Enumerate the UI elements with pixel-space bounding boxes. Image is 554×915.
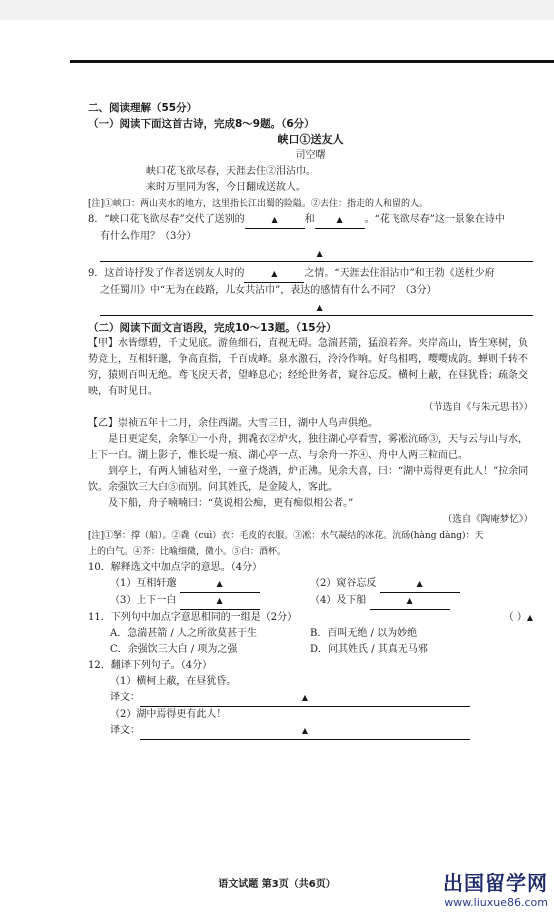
q12-translation-1: 译文： ▲ — [88, 690, 533, 707]
option-d[interactable]: D．问其姓氏 / 其真无马邪 — [310, 644, 428, 655]
passage-yi-4: 及下船，舟子喃喃曰：“莫说相公痴，更有痴似相公者。” — [108, 498, 354, 509]
answer-line[interactable]: ▲ — [100, 301, 533, 316]
part2-heading: （二）阅读下面文言语段，完成10～13题。（15分） — [88, 322, 337, 334]
exam-page — [88, 100, 533, 740]
answer-blank[interactable]: ▲ — [380, 576, 460, 593]
passage-note-2: 上的白气。④芥：比喻细微，微小。⑤白：酒杯。 — [88, 547, 287, 557]
passage-yi-1: 【乙】崇祯五年十二月，余住西湖。大雪三日，湖中人鸟声俱绝。 — [88, 418, 378, 429]
passage-jia: 【甲】水皆缥碧，千丈见底。游鱼细石，直视无碍。急湍甚箭，猛浪若奔。夹岸高山，皆生寒树，负势竞上，互相轩邈，争高直指，千百成峰。泉水激石，泠泠作响。好鸟相鸣，嘤嘤成韵。蝉则千转不穷，猿则百叫无绝。鸢飞戾天者，望峰息心；经纶世务者，窥谷忘反。横柯上蔽，在昼犹昏；疏条交映，有时见日。 — [88, 338, 528, 397]
option-c[interactable]: C．余强饮三大白 / 项为之强 — [110, 644, 238, 655]
watermark-logo: 出国留学网 www.liuxue86.com — [443, 871, 548, 909]
question-8-cont: 有什么作用？（3分） — [100, 231, 197, 242]
option-a[interactable]: A．急湍甚箭 / 人之所欲莫甚于生 — [110, 628, 257, 639]
poem-note: [注]①峡口：两山夹水的地方，这里指长江出蜀的险隘。②去住：指走的人和留的人。 — [88, 199, 429, 209]
question-9: 9．这首诗抒发了作者送别友人时的 ▲ 之情。“天涯去住泪沾巾”和王勃《送杜少府 — [88, 266, 533, 283]
answer-blank[interactable]: ▲ — [140, 690, 470, 707]
section-heading: 二、阅读理解（55分） — [88, 102, 198, 114]
passage-jia-source: （节选自《与朱元思书》） — [423, 402, 533, 413]
passage-yi-source: （选自《陶庵梦忆》） — [442, 514, 533, 525]
q12-sentence-2: （2）湖中焉得更有此人！ — [110, 709, 227, 720]
question-12: 12．翻译下列句子。（4分） — [88, 660, 213, 671]
question-9-cont: 之任蜀川》中“无为在歧路，儿女共沾巾”，表达的感情有什么不同？（3分） — [100, 285, 437, 296]
page-footer: 语文试题 第3页（共6页） — [218, 879, 336, 890]
answer-blank[interactable]: ▲ — [245, 212, 305, 229]
poem-author: 司空曙 — [295, 150, 326, 161]
question-10: 10．解释选文中加点字的意思。（4分） — [88, 562, 263, 573]
answer-blank[interactable]: ▲ — [370, 593, 450, 610]
q11-options-1 — [88, 626, 533, 642]
poem-line-1: 峡口花飞欲尽春，天涯去住②泪沾巾。 — [146, 166, 316, 177]
q12-sentence-1: （1）横柯上蔽，在昼犹昏。 — [110, 676, 237, 687]
q12-translation-2: 译文： ▲ — [88, 723, 533, 740]
passage-yi-3: 到亭上，有两人铺毡对坐，一童子烧酒，炉正沸。见余大喜，曰：“湖中焉得更有此人！”拉余同饮。余强饮三大白⑤而别。问其姓氏，是金陵人，客此。 — [88, 466, 529, 493]
passage-note-1: [注]①拏：撑（船）。②毳（cuì）衣：毛皮的衣服。③凇：水气凝结的冰花。沆砀(hàng dàng)：天 — [88, 531, 484, 541]
answer-line[interactable]: ▲ — [100, 247, 533, 262]
question-8: 8．“峡口花飞欲尽春”交代了送别的 ▲ 和 ▲ 。“花飞欲尽春”这一景象在诗中 — [88, 212, 533, 229]
poem-line-2: 来时万里同为客，今日翻成送故人。 — [146, 182, 306, 193]
answer-blank[interactable]: ▲ — [244, 266, 304, 283]
answer-blank[interactable]: ▲ — [180, 576, 260, 593]
part1-heading: （一）阅读下面这首古诗，完成8～9题。（6分） — [88, 118, 315, 130]
passage-yi-2: 是日更定矣，余拏①一小舟，拥毳衣②炉火，独往湖心亭看雪，雾凇沆砀③，天与云与山与水，上下一白。湖上影子，惟长堤一痕、湖心亭一点、与余舟一芥④、舟中人两三粒而已。 — [88, 434, 528, 461]
answer-blank[interactable]: ▲ — [180, 593, 260, 610]
answer-blank[interactable]: ▲ — [315, 212, 365, 229]
question-11: 11．下列句中加点字意思相同的一组是（2分） （ ）▲ — [88, 610, 533, 626]
answer-blank[interactable]: ▲ — [140, 723, 470, 740]
scan-top-shadow — [0, 0, 554, 20]
poem-title: 峡口①送友人 — [277, 133, 344, 146]
header-rule — [70, 60, 554, 63]
q10-row-2: （3）上下一白 ▲ （4）及下船 ▲ — [88, 593, 533, 610]
q10-row-1: （1）互相轩邈 ▲ （2）窥谷忘反 ▲ — [88, 576, 533, 593]
option-b[interactable]: B．百叫无绝 / 以为妙绝 — [310, 628, 418, 639]
q11-options-2 — [88, 642, 533, 658]
q11-answer-bracket[interactable]: （ ）▲ — [503, 612, 533, 623]
